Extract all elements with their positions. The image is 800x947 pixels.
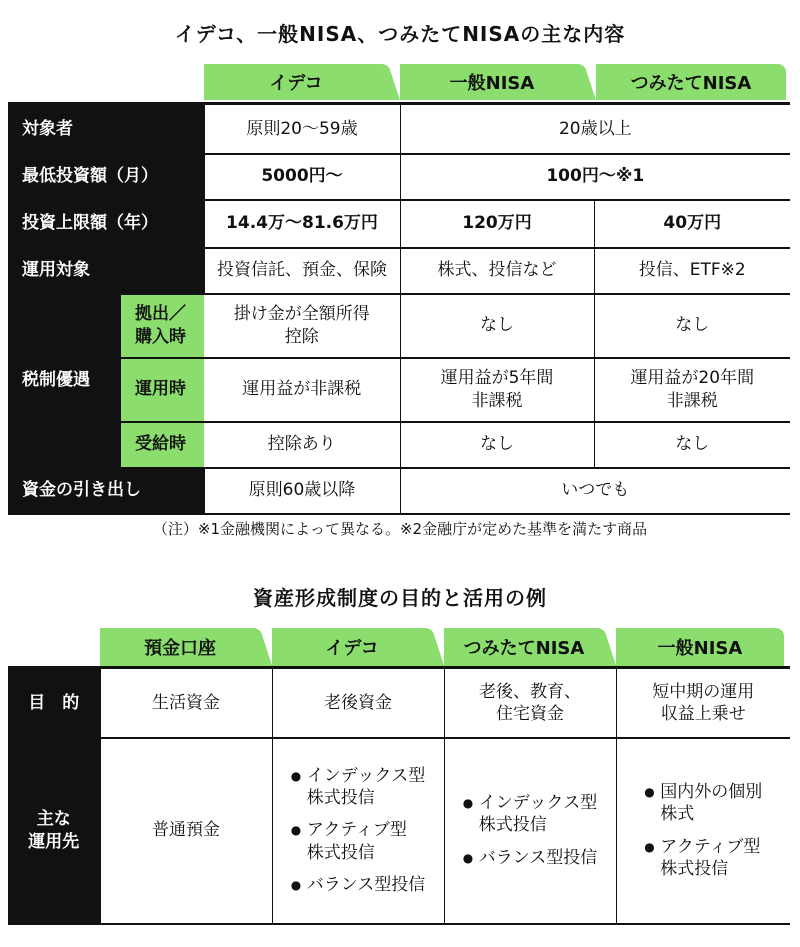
footnote: （注）※1金融機関によって異なる。※2金融庁が定めた基準を満たす商品 — [152, 520, 648, 538]
purpose-table — [8, 666, 790, 925]
cell-ideco-operation: 運用益が非課税 — [242, 379, 362, 400]
cell-nisa-target: 20歳以上 — [400, 104, 790, 154]
cell-nisa-withdraw: いつでも — [400, 468, 790, 514]
bullet-list — [291, 755, 426, 905]
table-row — [8, 104, 790, 154]
tab-tsumitate-nisa: つみたてNISA — [444, 628, 604, 666]
tab-general-nisa: 一般NISA — [616, 628, 784, 666]
cell-ideco-withdraw: 原則60歳以降 — [204, 468, 400, 514]
cell-general-contribution: なし — [400, 294, 594, 358]
cell-deposit-purpose: 生活資金 — [100, 668, 272, 738]
cell-tsumitate-receipt: なし — [594, 422, 790, 468]
tab-tsumitate-nisa: つみたてNISA — [596, 64, 786, 100]
table-row — [8, 154, 790, 200]
cell-general-purpose: 短中期の運用 収益上乗せ — [616, 668, 790, 738]
table1-column-headers — [204, 64, 786, 100]
table2-title: 資産形成制度の目的と活用の例 — [253, 586, 547, 610]
table-row — [8, 468, 790, 514]
tab-ideco: イデコ — [272, 628, 432, 666]
list-item: ● アクティブ型 株式投信 — [644, 836, 762, 880]
tab-deposit-account: 預金口座 — [100, 628, 260, 666]
tab-general-nisa: 一般NISA — [400, 64, 584, 100]
subheader-receipt: 受給時 — [120, 422, 204, 468]
list-item: ● 国内外の個別 株式 — [644, 781, 762, 825]
table-row — [8, 200, 790, 248]
cell-ideco-investments — [272, 738, 444, 924]
table2-column-headers — [100, 628, 784, 666]
cell-general-scope: 株式、投信など — [400, 248, 594, 294]
cell-tsumitate-max: 40万円 — [594, 200, 790, 248]
cell-nisa-min: 100円〜※1 — [400, 154, 790, 200]
row-header-min: 最低投資額（月） — [8, 154, 204, 200]
cell-ideco-min: 5000円〜 — [204, 154, 400, 200]
table-row — [8, 668, 790, 738]
comparison-table — [8, 102, 790, 515]
table-row — [8, 422, 790, 468]
table-row — [8, 738, 790, 924]
subheader-contribution: 拠出／ 購入時 — [120, 294, 204, 358]
row-header-scope: 運用対象 — [8, 248, 204, 294]
bullet-list — [644, 771, 762, 889]
cell-ideco-purpose: 老後資金 — [272, 668, 444, 738]
table-row — [8, 294, 790, 358]
cell-deposit-investments: 普通預金 — [100, 738, 272, 924]
row-header-investments: 主な 運用先 — [8, 738, 100, 924]
list-item: ● インデックス型 株式投信 — [291, 765, 426, 809]
tab-ideco: イデコ — [204, 64, 388, 100]
cell-tsumitate-contribution: なし — [594, 294, 790, 358]
cell-tsumitate-operation: 運用益が20年間 非課税 — [594, 358, 790, 422]
row-header-target: 対象者 — [8, 104, 204, 154]
cell-general-receipt: なし — [400, 422, 594, 468]
table-row — [8, 248, 790, 294]
row-header-withdraw: 資金の引き出し — [8, 468, 204, 514]
table-row — [8, 358, 790, 422]
subheader-operation: 運用時 — [120, 358, 204, 422]
table1-title: イデコ、一般NISA、つみたてNISAの主な内容 — [174, 22, 626, 46]
cell-tsumitate-purpose: 老後、教育、 住宅資金 — [444, 668, 616, 738]
list-item: ● インデックス型 株式投信 — [463, 792, 598, 836]
row-header-purpose: 目 的 — [8, 668, 100, 738]
cell-general-investments — [616, 738, 790, 924]
cell-ideco-max: 14.4万〜81.6万円 — [204, 200, 400, 248]
list-item: ● バランス型投信 — [463, 847, 598, 869]
cell-ideco-receipt: 控除あり — [267, 434, 336, 455]
row-header-max: 投資上限額（年） — [8, 200, 204, 248]
cell-ideco-contribution: 掛け金が全額所得 控除 — [233, 304, 370, 347]
cell-general-max: 120万円 — [400, 200, 594, 248]
cell-tsumitate-investments — [444, 738, 616, 924]
cell-ideco-scope: 投資信託、預金、保険 — [204, 248, 400, 294]
row-header-tax: 税制優遇 — [8, 294, 120, 468]
cell-general-operation: 運用益が5年間 非課税 — [400, 358, 594, 422]
cell-tsumitate-scope: 投信、ETF※2 — [594, 248, 790, 294]
list-item: ● バランス型投信 — [291, 874, 426, 896]
list-item: ● アクティブ型 株式投信 — [291, 819, 426, 863]
bullet-list — [463, 782, 598, 878]
cell-ideco-target: 原則20〜59歳 — [204, 104, 400, 154]
